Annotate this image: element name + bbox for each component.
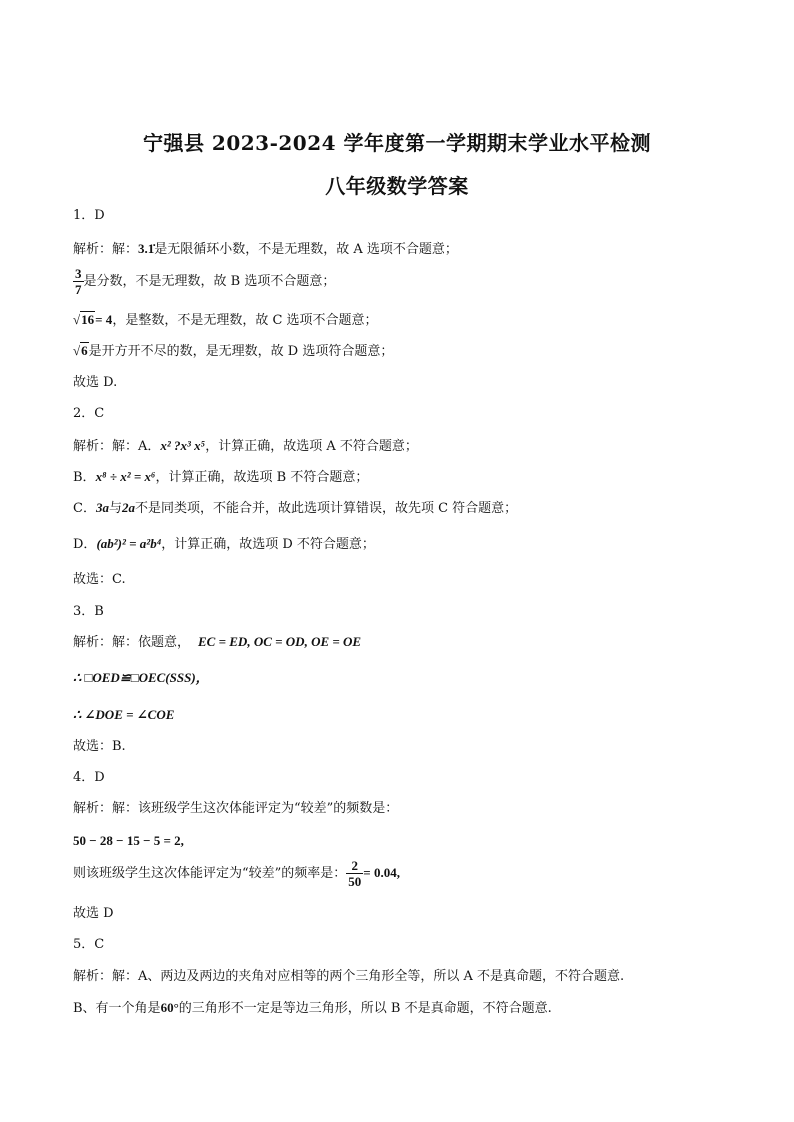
q1-b-numerator: 3 xyxy=(75,266,82,281)
q1-option-d xyxy=(73,342,393,361)
q2-c-expr1: 3a xyxy=(95,500,109,515)
q1-a-text: 是无限循环小数，不是无理数，故 A 选项不合题意； xyxy=(154,242,458,257)
q2-c-mid: 与 xyxy=(108,501,122,516)
q2-answer: 2．C xyxy=(73,406,105,421)
q2-b-prefix: B． xyxy=(73,470,96,485)
q2-d-text: ，计算正确，故选项 D 不符合题意； xyxy=(161,537,375,552)
q1-option-b xyxy=(73,266,335,297)
q2-d-expr: (ab²)² = a²b⁴ xyxy=(96,536,162,551)
q1-b-denominator: 7 xyxy=(75,282,82,297)
q1-b-fraction xyxy=(73,266,84,297)
q4-rate-denominator: 50 xyxy=(348,874,362,889)
q1-c-sqrt: √16 xyxy=(73,312,95,327)
q1-analysis-prefix: 解析：解： xyxy=(73,242,139,257)
q5-line-a: 解析：解：A、两边及两边的夹角对应相等的两个三角形全等，所以 A 不是真命题，不符合题意. xyxy=(73,969,625,984)
q2-d-prefix: D． xyxy=(73,537,97,552)
q3-analysis-text: 解析：解：依题意， xyxy=(73,635,191,650)
q2-a-expr: x² ?x³ x⁵ xyxy=(160,438,206,453)
q4-conclusion: 故选 D xyxy=(73,906,114,921)
q4-rate xyxy=(73,858,400,889)
q1-c-eq: = 4 xyxy=(95,312,113,327)
q5-line-b-text: 的三角形不一定是等边三角形，所以 B 不是真命题，不符合题意. xyxy=(178,1001,552,1016)
q3-answer: 3．B xyxy=(73,604,104,619)
q4-rate-fraction xyxy=(346,858,363,889)
q2-b-text: ，计算正确，故选项 B 不符合题意； xyxy=(155,470,369,485)
q2-option-c xyxy=(73,499,517,518)
q5-line-b-expr: 60° xyxy=(160,1000,179,1015)
q1-option-a xyxy=(73,240,458,259)
q2-b-expr: x⁸ ÷ x² = x⁶ xyxy=(95,469,156,484)
q4-calc: 50 − 28 − 15 − 5 = 2, xyxy=(73,833,184,848)
q2-c-prefix: C． xyxy=(73,501,96,516)
q2-option-d xyxy=(73,535,375,554)
q1-conclusion: 故选 D. xyxy=(73,375,118,390)
q4-analysis: 解析：解：该班级学生这次体能评定为“较差”的频数是： xyxy=(73,801,399,816)
q3-conclusion: 故选：B. xyxy=(73,739,126,754)
q1-option-c xyxy=(73,311,378,330)
q4-rate-eq: = 0.04, xyxy=(363,865,400,880)
q1-d-sqrt: √6 xyxy=(73,343,88,358)
q2-option-a xyxy=(73,437,418,456)
q4-rate-text: 则该班级学生这次体能评定为“较差”的频率是： xyxy=(73,866,347,881)
q4-rate-numerator: 2 xyxy=(346,858,363,874)
page-subtitle: 八年级数学答案 xyxy=(325,174,469,198)
q1-d-radicand: 6 xyxy=(81,343,88,358)
q3-given: EC = ED, OC = OD, OE = OE xyxy=(198,634,362,649)
q3-step2: ∴ ∠DOE = ∠COE xyxy=(73,707,175,722)
q2-c-text: 不是同类项，不能合并，故此选项计算错误，故先项 C 符合题意； xyxy=(134,501,518,516)
q1-d-text: 是开方开不尽的数，是无理数，故 D 选项符合题意； xyxy=(88,344,394,359)
q5-answer: 5．C xyxy=(73,937,105,952)
q1-c-radicand: 16 xyxy=(81,312,95,327)
q2-a-prefix: 解析：解：A． xyxy=(73,439,161,454)
q3-step1: ∴ □OED≌□OEC(SSS)， xyxy=(73,670,209,685)
q2-c-expr2: 2a xyxy=(121,500,135,515)
q1-answer: 1．D xyxy=(73,208,105,223)
q1-c-text: ，是整数，不是无理数，故 C 选项不合题意； xyxy=(112,313,378,328)
q3-analysis xyxy=(73,633,361,652)
page-title: 宁强县 2023-2024 学年度第一学期期末学业水平检测 xyxy=(142,131,652,155)
q1-a-expr: 3.1̇ xyxy=(138,241,155,256)
q2-option-b xyxy=(73,468,368,487)
q2-a-text: ，计算正确，故选项 A 不符合题意； xyxy=(205,439,418,454)
q5-line-b xyxy=(73,999,552,1018)
q2-conclusion: 故选：C. xyxy=(73,572,126,587)
q5-line-b-prefix: B、有一个角是 xyxy=(73,1001,161,1016)
q1-b-text: 是分数，不是无理数，故 B 选项不合题意； xyxy=(83,274,336,289)
q4-answer: 4．D xyxy=(73,770,105,785)
